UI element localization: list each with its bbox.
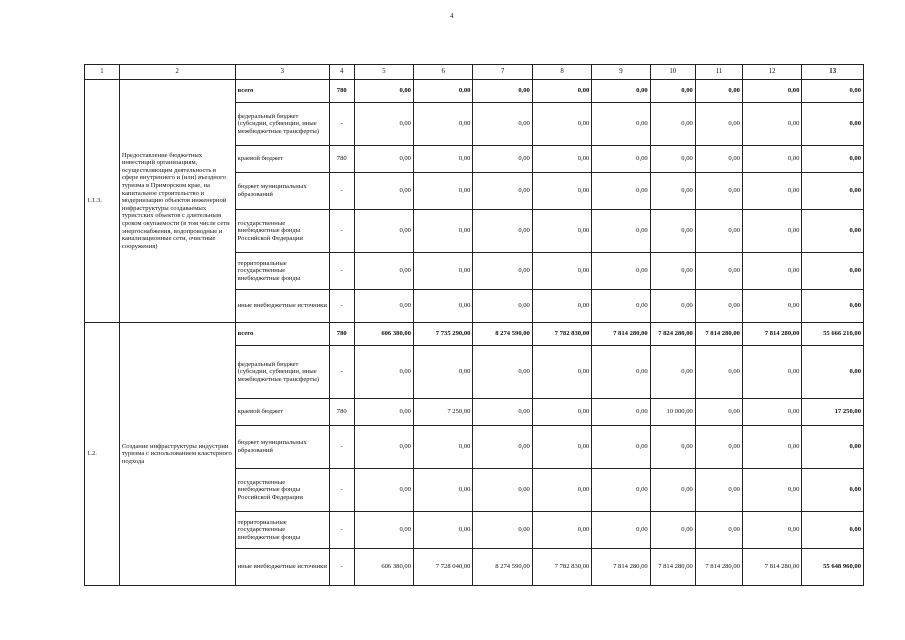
funding-source: всего [235, 80, 329, 103]
value-cell: 0,00 [695, 346, 742, 399]
value-cell: 7 824 280,00 [650, 323, 695, 346]
value-cell: 0,00 [592, 103, 650, 146]
value-cell: 0,00 [695, 103, 742, 146]
value-cell: 0,00 [650, 346, 695, 399]
table-row [85, 80, 864, 103]
measure-code: 1.2. [85, 323, 120, 586]
value-cell: 0,00 [413, 512, 472, 549]
code-cell: - [329, 549, 354, 586]
value-cell: 0,00 [650, 173, 695, 210]
value-cell: 0,00 [532, 290, 591, 323]
value-cell: 0,00 [592, 426, 650, 469]
value-cell: 0,00 [473, 146, 532, 173]
value-cell: 0,00 [695, 146, 742, 173]
funding-source: территориальные государственные внебюджетные фонды [235, 512, 329, 549]
header-cell: 1 [85, 65, 120, 80]
header-cell: 3 [235, 65, 329, 80]
value-cell: 0,00 [473, 210, 532, 253]
code-cell: - [329, 210, 354, 253]
budget-table [84, 64, 864, 586]
value-cell: 0,00 [532, 399, 591, 426]
value-cell: 0,00 [650, 103, 695, 146]
value-cell: 0,00 [650, 210, 695, 253]
table-row [85, 323, 864, 346]
value-cell: 0,00 [802, 290, 864, 323]
value-cell: 0,00 [592, 80, 650, 103]
value-cell: 0,00 [473, 426, 532, 469]
value-cell: 0,00 [695, 426, 742, 469]
value-cell: 7 735 290,00 [413, 323, 472, 346]
value-cell: 0,00 [650, 253, 695, 290]
value-cell: 0,00 [354, 210, 413, 253]
value-cell: 7 814 280,00 [742, 549, 801, 586]
value-cell: 0,00 [532, 173, 591, 210]
value-cell: 0,00 [532, 80, 591, 103]
value-cell: 0,00 [742, 80, 801, 103]
code-cell: - [329, 346, 354, 399]
value-cell: 0,00 [354, 426, 413, 469]
header-cell: 9 [592, 65, 650, 80]
code-cell: - [329, 469, 354, 512]
funding-source: бюджет муниципальных образований [235, 426, 329, 469]
measure-name: Создание инфраструктуры индустрии туризма с использованием кластерного подхода [119, 323, 235, 586]
value-cell: 8 274 590,00 [473, 549, 532, 586]
code-cell: 780 [329, 399, 354, 426]
page-number: 4 [450, 12, 454, 20]
value-cell: 7 782 830,00 [532, 549, 591, 586]
value-cell: 0,00 [802, 512, 864, 549]
value-cell: 0,00 [354, 146, 413, 173]
funding-source: федеральный бюджет (субсидии, субвенции, иные межбюджетные трансферты) [235, 103, 329, 146]
value-cell: 0,00 [592, 253, 650, 290]
value-cell: 0,00 [592, 210, 650, 253]
value-cell: 0,00 [802, 210, 864, 253]
value-cell: 0,00 [354, 346, 413, 399]
funding-source: иные внебюджетные источники [235, 290, 329, 323]
value-cell: 7 814 280,00 [592, 323, 650, 346]
value-cell: 0,00 [695, 512, 742, 549]
value-cell: 7 728 040,00 [413, 549, 472, 586]
value-cell: 0,00 [695, 469, 742, 512]
value-cell: 0,00 [532, 426, 591, 469]
header-cell: 7 [473, 65, 532, 80]
value-cell: 0,00 [802, 80, 864, 103]
value-cell: 0,00 [413, 80, 472, 103]
code-cell: 780 [329, 323, 354, 346]
header-row [85, 65, 864, 80]
value-cell: 0,00 [413, 469, 472, 512]
value-cell: 0,00 [802, 253, 864, 290]
funding-source: всего [235, 323, 329, 346]
value-cell: 0,00 [473, 512, 532, 549]
value-cell: 0,00 [532, 210, 591, 253]
header-cell: 11 [695, 65, 742, 80]
funding-source: краевой бюджет [235, 399, 329, 426]
value-cell: 0,00 [592, 173, 650, 210]
value-cell: 0,00 [802, 173, 864, 210]
value-cell: 7 814 280,00 [592, 549, 650, 586]
value-cell: 0,00 [695, 399, 742, 426]
value-cell: 0,00 [592, 512, 650, 549]
value-cell: 7 814 280,00 [695, 323, 742, 346]
code-cell: 780 [329, 80, 354, 103]
value-cell: 0,00 [413, 103, 472, 146]
value-cell: 0,00 [354, 80, 413, 103]
code-cell: 780 [329, 146, 354, 173]
header-cell: 8 [532, 65, 591, 80]
value-cell: 0,00 [650, 512, 695, 549]
value-cell: 7 814 280,00 [650, 549, 695, 586]
value-cell: 0,00 [354, 469, 413, 512]
value-cell: 0,00 [413, 210, 472, 253]
value-cell: 0,00 [473, 80, 532, 103]
value-cell: 55 666 210,00 [802, 323, 864, 346]
value-cell: 0,00 [742, 512, 801, 549]
value-cell: 0,00 [695, 80, 742, 103]
value-cell: 0,00 [650, 80, 695, 103]
value-cell: 0,00 [802, 346, 864, 399]
value-cell: 0,00 [742, 146, 801, 173]
value-cell: 0,00 [802, 426, 864, 469]
value-cell: 0,00 [742, 210, 801, 253]
value-cell: 0,00 [592, 346, 650, 399]
value-cell: 0,00 [473, 253, 532, 290]
value-cell: 0,00 [473, 290, 532, 323]
funding-source: государственные внебюджетные фонды Российской Федерации [235, 210, 329, 253]
value-cell: 0,00 [742, 399, 801, 426]
value-cell: 7 250,00 [413, 399, 472, 426]
measure-name: Предоставление бюджетных инвестиций организациям, осуществляющим деятельность в сфере внутреннего и (или) въездного туризма в Приморском крае, на капитальное строительство и модернизацию объектов инженерной инфраструктуры создаваемых туристских объектов с длительным сроком окупаемости (в том числе сети энергоснабжения, водопроводные и канализационные сети, очистные сооружения) [119, 80, 235, 323]
value-cell: 0,00 [354, 103, 413, 146]
funding-source: территориальные государственные внебюджетные фонды [235, 253, 329, 290]
code-cell: - [329, 253, 354, 290]
funding-source: иные внебюджетные источники [235, 549, 329, 586]
value-cell: 0,00 [473, 346, 532, 399]
value-cell: 55 648 960,00 [802, 549, 864, 586]
value-cell: 0,00 [413, 346, 472, 399]
value-cell: 0,00 [650, 290, 695, 323]
value-cell: 0,00 [532, 512, 591, 549]
value-cell: 0,00 [592, 290, 650, 323]
value-cell: 0,00 [413, 146, 472, 173]
header-cell: 13 [802, 65, 864, 80]
value-cell: 0,00 [532, 469, 591, 512]
value-cell: 0,00 [592, 146, 650, 173]
code-cell: - [329, 426, 354, 469]
value-cell: 0,00 [650, 469, 695, 512]
value-cell: 10 000,00 [650, 399, 695, 426]
value-cell: 0,00 [592, 399, 650, 426]
value-cell: 7 782 830,00 [532, 323, 591, 346]
value-cell: 0,00 [473, 469, 532, 512]
header-cell: 5 [354, 65, 413, 80]
value-cell: 0,00 [695, 173, 742, 210]
value-cell: 7 814 280,00 [742, 323, 801, 346]
value-cell: 0,00 [802, 469, 864, 512]
value-cell: 0,00 [354, 399, 413, 426]
value-cell: 0,00 [695, 253, 742, 290]
value-cell: 0,00 [742, 469, 801, 512]
value-cell: 0,00 [354, 253, 413, 290]
value-cell: 0,00 [592, 469, 650, 512]
value-cell: 0,00 [742, 346, 801, 399]
value-cell: 0,00 [413, 290, 472, 323]
code-cell: - [329, 173, 354, 210]
value-cell: 0,00 [532, 253, 591, 290]
value-cell: 606 380,00 [354, 323, 413, 346]
header-cell: 2 [119, 65, 235, 80]
value-cell: 0,00 [473, 173, 532, 210]
measure-code: 1.1.3. [85, 80, 120, 323]
value-cell: 0,00 [802, 103, 864, 146]
value-cell: 0,00 [742, 290, 801, 323]
value-cell: 0,00 [532, 146, 591, 173]
value-cell: 0,00 [695, 210, 742, 253]
value-cell: 8 274 590,00 [473, 323, 532, 346]
funding-source: краевой бюджет [235, 146, 329, 173]
value-cell: 0,00 [354, 173, 413, 210]
value-cell: 0,00 [742, 426, 801, 469]
header-cell: 10 [650, 65, 695, 80]
header-cell: 4 [329, 65, 354, 80]
value-cell: 0,00 [802, 146, 864, 173]
value-cell: 0,00 [413, 253, 472, 290]
code-cell: - [329, 512, 354, 549]
value-cell: 0,00 [413, 173, 472, 210]
value-cell: 0,00 [354, 290, 413, 323]
value-cell: 7 814 280,00 [695, 549, 742, 586]
value-cell: 0,00 [742, 103, 801, 146]
funding-source: государственные внебюджетные фонды Российской Федерации [235, 469, 329, 512]
value-cell: 0,00 [473, 103, 532, 146]
value-cell: 0,00 [532, 103, 591, 146]
value-cell: 0,00 [473, 399, 532, 426]
funding-source: федеральный бюджет (субсидии, субвенции, иные межбюджетные трансферты) [235, 346, 329, 399]
code-cell: - [329, 103, 354, 146]
funding-source: бюджет муниципальных образований [235, 173, 329, 210]
value-cell: 0,00 [695, 290, 742, 323]
value-cell: 0,00 [742, 253, 801, 290]
value-cell: 0,00 [742, 173, 801, 210]
value-cell: 0,00 [413, 426, 472, 469]
header-cell: 6 [413, 65, 472, 80]
value-cell: 0,00 [532, 346, 591, 399]
value-cell: 17 250,00 [802, 399, 864, 426]
value-cell: 0,00 [650, 426, 695, 469]
value-cell: 0,00 [354, 512, 413, 549]
header-cell: 12 [742, 65, 801, 80]
value-cell: 606 380,00 [354, 549, 413, 586]
value-cell: 0,00 [650, 146, 695, 173]
code-cell: - [329, 290, 354, 323]
